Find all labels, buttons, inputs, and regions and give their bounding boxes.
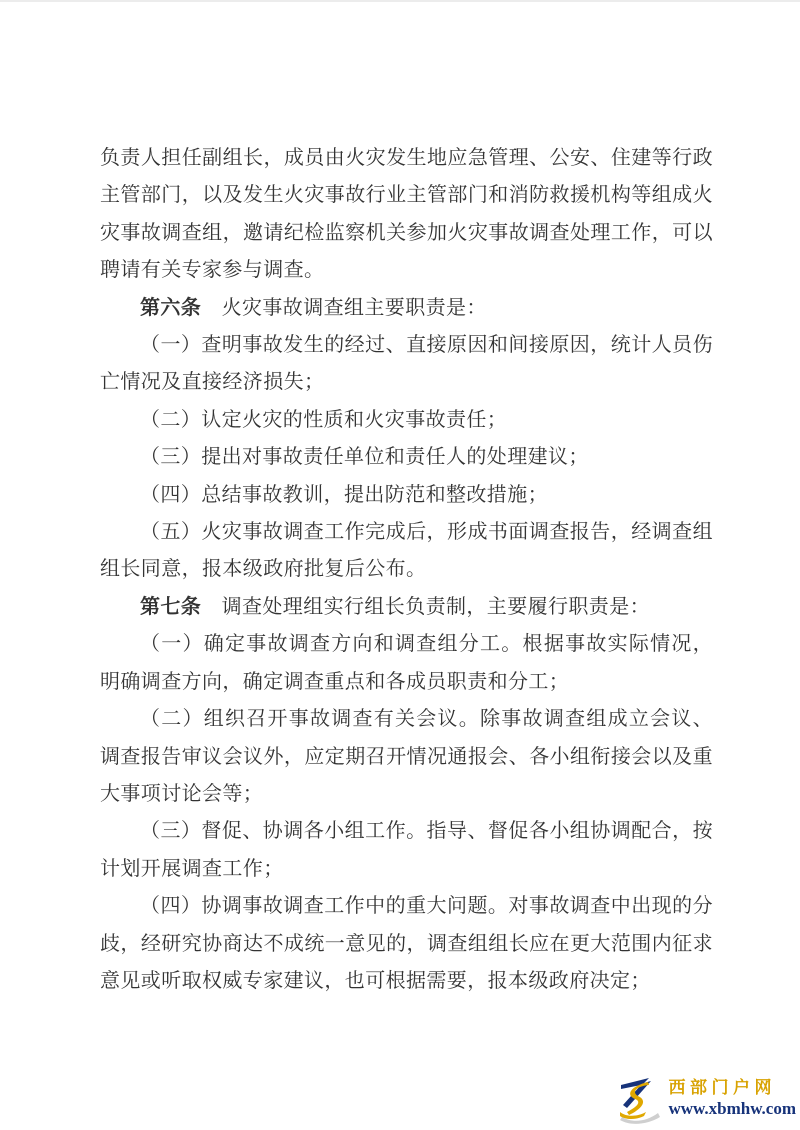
article-number: 第六条 [140, 294, 202, 319]
article-paragraph: 第六条 火灾事故调查组主要职责是： [140, 294, 487, 319]
xbmhw-logo-icon [613, 1072, 665, 1124]
paragraph: （一）确定事故调查方向和调查组分工。根据事故实际情况， 明确调查方向，确定调查重点和各成员职责和分工； [100, 631, 713, 693]
paragraph: （四）协调事故调查工作中的重大问题。对事故调查中出现的分歧，经研究协商达不成统一意见的，调查组组长应在更大范围内征求意见或听取权威专家建议，也可根据需要，报本级政府决定； [100, 893, 713, 992]
paragraph: （三）督促、协调各小组工作。指导、督促各小组协调配合，按计划开展调查工作； [100, 818, 713, 880]
paragraph: 负责人担任副组长，成员由火灾发生地应急管理、公安、住建等行政主管部门，以及发生火灾事故行业主管部门和消防救援机构等组成火灾事故调查组，邀请纪检监察机关参加火灾事故调查处理工作，可以聘请有关专家参与调查。 [100, 145, 713, 282]
watermark-site-name: 西部门户网 [668, 1078, 776, 1098]
watermark-text-block [668, 1078, 796, 1118]
document-body [100, 139, 713, 999]
article-paragraph: 第七条 调查处理组实行组长负责制，主要履行职责是： [140, 593, 651, 618]
watermark-site-url[interactable]: www.xbmhw.com [668, 1099, 796, 1118]
paragraph: （二）组织召开事故调查有关会议。除事故调查组成立会议、 调查报告审议会议外，应定期召开情况通报会、各小组衔接会以及重大事项讨论会等； [100, 706, 713, 805]
paragraph: （一）查明事故发生的经过、直接原因和间接原因，统计人员伤亡情况及直接经济损失； [100, 332, 713, 394]
paragraph: （五）火灾事故调查工作完成后，形成书面调查报告，经调查组组长同意，报本级政府批复后公布。 [100, 519, 713, 581]
paragraph: （四）总结事故教训，提出防范和整改措施； [140, 481, 548, 506]
page-top-edge [0, 0, 800, 2]
paragraph: （二）认定火灾的性质和火灾事故责任； [140, 406, 508, 431]
paragraph: （三）提出对事故责任单位和责任人的处理建议； [140, 444, 589, 469]
site-watermark [613, 1072, 796, 1124]
article-number: 第七条 [140, 593, 202, 618]
